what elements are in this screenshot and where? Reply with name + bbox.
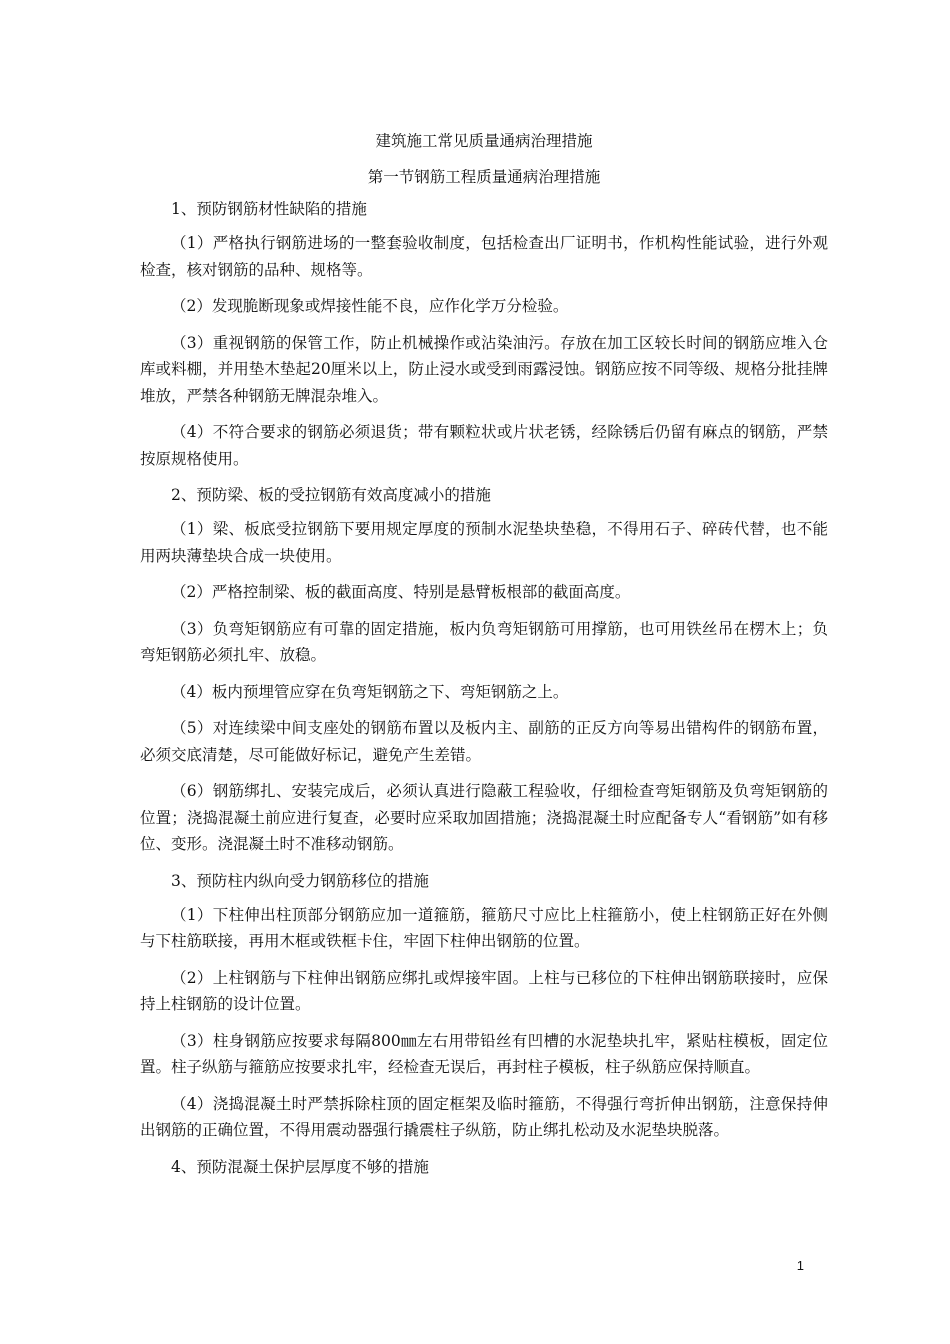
paragraph: （2）严格控制梁、板的截面高度、特别是悬臂板根部的截面高度。 [171,583,631,601]
paragraph: （2）发现脆断现象或焊接性能不良，应作化学万分检验。 [171,297,569,315]
section-heading-2: 2、预防梁、板的受拉钢筋有效高度减小的措施 [171,486,491,504]
section-heading-4: 4、预防混凝土保护层厚度不够的措施 [171,1157,429,1176]
paragraph: （3）柱身钢筋应按要求每隔800㎜左右用带铅丝有凹槽的水泥垫块扎牢，紧贴柱模板，固定位置。柱子纵筋与箍筋应按要求扎牢，经检查无误后，再封柱子模板，柱子纵筋应保持顺直。 [140,1031,828,1076]
paragraph: （4）浇捣混凝土时严禁拆除柱顶的固定框架及临时箍筋，不得强行弯折伸出钢筋，注意保持伸出钢筋的正确位置，不得用震动器强行撬震柱子纵筋，防止绑扎松动及水泥垫块脱落。 [140,1094,828,1139]
paragraph: （5）对连续梁中间支座处的钢筋布置以及板内主、副筋的正反方向等易出错构件的钢筋布置，必须交底清楚，尽可能做好标记，避免产生差错。 [140,719,828,764]
paragraph: （4）不符合要求的钢筋必须退货；带有颗粒状或片状老锈，经除锈后仍留有麻点的钢筋，严禁按原规格使用。 [140,423,828,468]
document-subtitle: 第一节钢筋工程质量通病治理措施 [367,168,601,186]
paragraph: （2）上柱钢筋与下柱伸出钢筋应绑扎或焊接牢固。上柱与已移位的下柱伸出钢筋联接时，应保持上柱钢筋的设计位置。 [140,968,828,1013]
paragraph: （3）负弯矩钢筋应有可靠的固定措施，板内负弯矩钢筋可用撑筋，也可用铁丝吊在楞木上；负弯矩钢筋必须扎牢、放稳。 [140,619,828,664]
section-heading-3: 3、预防柱内纵向受力钢筋移位的措施 [171,871,429,890]
paragraph: （1）下柱伸出柱顶部分钢筋应加一道箍筋，箍筋尺寸应比上柱箍筋小，使上柱钢筋正好在外侧与下柱筋联接，再用木框或铁框卡住，牢固下柱伸出钢筋的位置。 [140,905,828,950]
paragraph: （4）板内预埋管应穿在负弯矩钢筋之下、弯矩钢筋之上。 [171,682,569,701]
section-heading-1: 1、预防钢筋材性缺陷的措施 [171,200,367,218]
document-content [140,128,828,1188]
page-number: 1 [796,1258,804,1273]
paragraph: （1）梁、板底受拉钢筋下要用规定厚度的预制水泥垫块垫稳，不得用石子、碎砖代替，也不能用两块薄垫块合成一块使用。 [140,520,828,565]
paragraph: （6）钢筋绑扎、安装完成后，必须认真进行隐蔽工程验收，仔细检查弯矩钢筋及负弯矩钢筋的位置；浇捣混凝土前应进行复查，必要时应采取加固措施；浇捣混凝土时应配备专人“看钢筋”如有移位、变形。浇混凝土时不准移动钢筋。 [140,782,828,853]
paragraph: （3）重视钢筋的保管工作，防止机械操作或沾染油污。存放在加工区较长时间的钢筋应堆入仓库或料棚，并用垫木垫起20厘米以上，防止浸水或受到雨露浸蚀。钢筋应按不同等级、规格分批挂牌堆放，严禁各种钢筋无牌混杂堆入。 [140,333,828,405]
document-title: 建筑施工常见质量通病治理措施 [375,132,593,150]
paragraph: （1）严格执行钢筋进场的一整套验收制度，包括检查出厂证明书，作机构性能试验，进行外观检查，核对钢筋的品种、规格等。 [140,234,828,279]
